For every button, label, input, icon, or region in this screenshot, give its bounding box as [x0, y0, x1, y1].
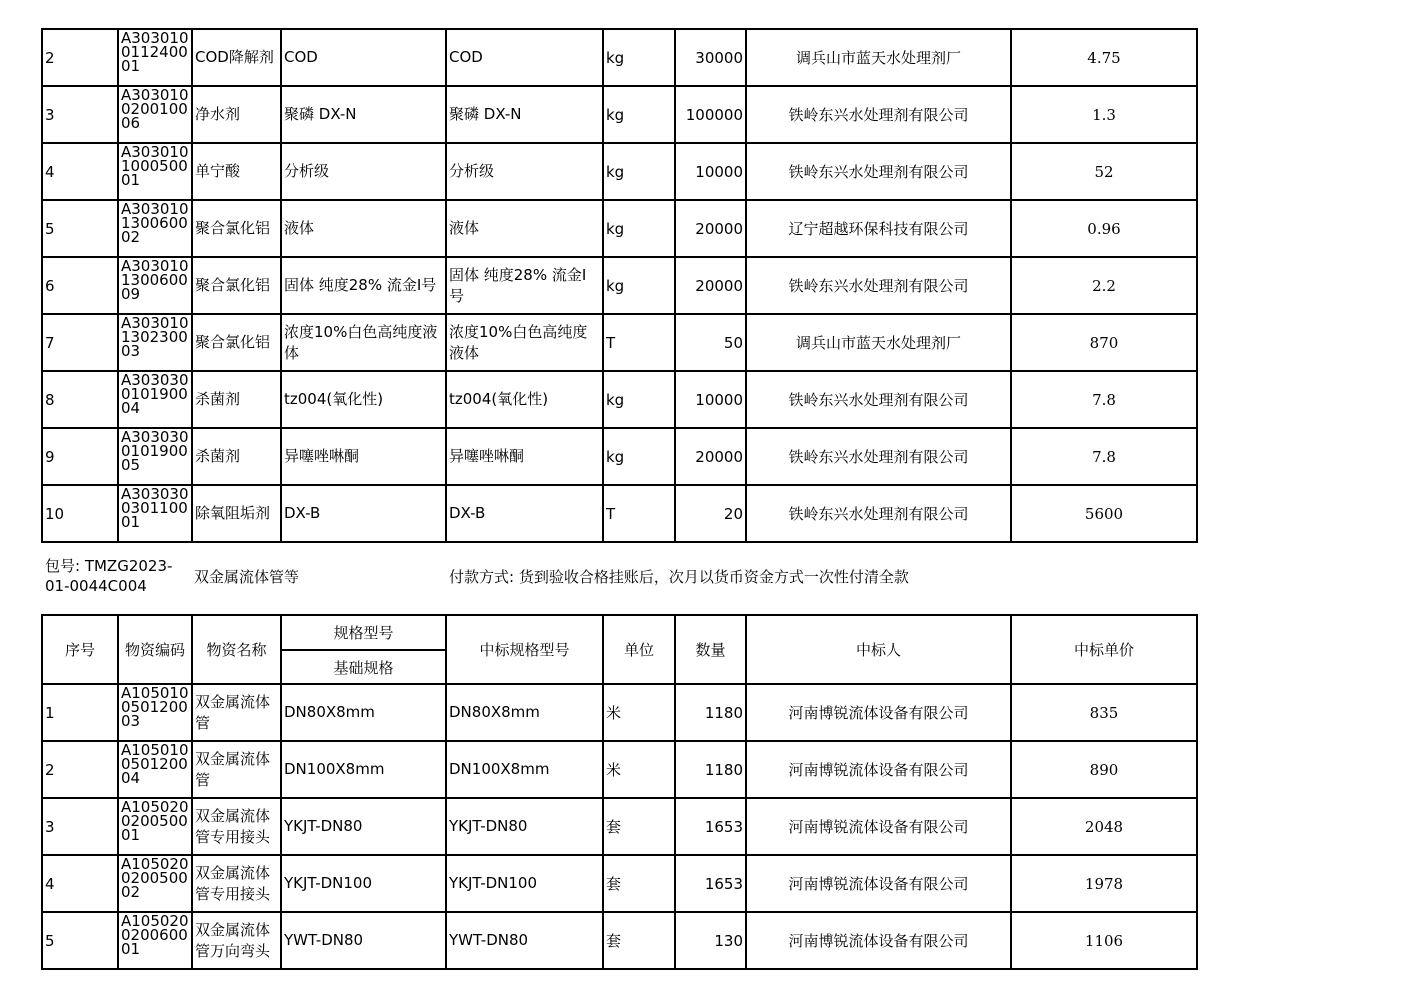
- winning-bidder-cell: [746, 371, 1011, 428]
- material-code-cell: [118, 912, 192, 969]
- material-code-cell: [118, 855, 192, 912]
- material-code: A3030101302300 03: [121, 316, 189, 360]
- material-code-cell: [118, 86, 192, 143]
- winning-bidder-cell: [746, 86, 1011, 143]
- material-name: 净水剂: [195, 105, 241, 123]
- bid-spec-cell: [446, 741, 603, 798]
- quantity-cell: [675, 798, 746, 855]
- row-number-cell: [42, 86, 118, 143]
- row-number: 5: [45, 219, 55, 238]
- spec: 分析级: [284, 162, 330, 180]
- unit-price-cell: [1011, 855, 1197, 912]
- bid-spec: DN80X8mm: [449, 703, 540, 721]
- material-code: A3030101000500 01: [121, 145, 189, 189]
- bid-spec-cell: [446, 428, 603, 485]
- bid-spec-cell: [446, 200, 603, 257]
- quantity-cell: [675, 428, 746, 485]
- quantity-cell: [675, 855, 746, 912]
- material-name-cell: [192, 912, 281, 969]
- header-no: 序号: [42, 615, 118, 684]
- unit-price-cell: [1011, 257, 1197, 314]
- quantity: 1653: [704, 817, 743, 836]
- material-code-cell: [118, 485, 192, 542]
- material-name: 双金属流体管专用接头: [195, 806, 271, 846]
- bid-spec-cell: [446, 485, 603, 542]
- winning-bidder: 辽宁超越环保科技有限公司: [788, 220, 969, 238]
- material-name-cell: [192, 684, 281, 741]
- material-code-cell: [118, 741, 192, 798]
- material-code: A1050100501200 03: [121, 686, 189, 730]
- spec-cell: [281, 257, 446, 314]
- spec: YKJT-DN80: [284, 817, 363, 835]
- winning-bidder-cell: [746, 314, 1011, 371]
- material-code: A3030300301100 01: [121, 487, 189, 531]
- material-code: A3030101300600 09: [121, 259, 189, 303]
- bid-spec-cell: [446, 29, 603, 86]
- material-name-cell: [192, 257, 281, 314]
- unit-price: 7.8: [1092, 390, 1116, 409]
- package-number: 包号: TMZG2023-01-0044C004: [45, 557, 173, 595]
- winning-bidder-cell: [746, 428, 1011, 485]
- row-number-cell: [42, 855, 118, 912]
- spec: COD: [284, 48, 318, 66]
- material-code: A1050200200600 01: [121, 914, 189, 958]
- unit-price-cell: [1011, 741, 1197, 798]
- winning-bidder-cell: [746, 29, 1011, 86]
- material-code: A1050100501200 04: [121, 743, 189, 787]
- bid-spec-cell: [446, 371, 603, 428]
- winning-bidder-cell: [746, 485, 1011, 542]
- unit-cell: [603, 86, 675, 143]
- material-code: A3030300101900 04: [121, 373, 189, 417]
- quantity: 1653: [704, 874, 743, 893]
- unit-price: 4.75: [1087, 48, 1121, 67]
- row-number-cell: [42, 257, 118, 314]
- quantity-cell: [675, 143, 746, 200]
- table-row: [42, 143, 1197, 200]
- unit-cell: [603, 29, 675, 86]
- spec: DN80X8mm: [284, 703, 375, 721]
- spec: YKJT-DN100: [284, 874, 373, 892]
- package-name: 双金属流体管等: [194, 568, 300, 586]
- unit-price: 890: [1089, 760, 1119, 779]
- unit-price: 1978: [1084, 874, 1124, 893]
- row-number-cell: [42, 371, 118, 428]
- quantity: 20000: [695, 447, 743, 466]
- bid-spec: 聚磷 DX-N: [449, 105, 522, 123]
- unit-price: 1.3: [1092, 105, 1116, 124]
- quantity: 10000: [695, 162, 743, 181]
- unit-price-cell: [1011, 684, 1197, 741]
- bid-spec-cell: [446, 798, 603, 855]
- unit: T: [606, 333, 616, 352]
- bid-spec: 分析级: [449, 162, 495, 180]
- material-name-cell: [192, 428, 281, 485]
- bid-spec: 液体: [449, 219, 480, 237]
- winning-bidder: 铁岭东兴水处理剂有限公司: [788, 505, 969, 523]
- row-number: 6: [45, 276, 55, 295]
- header-qty: 数量: [675, 615, 746, 684]
- quantity-cell: [675, 485, 746, 542]
- spec-cell: [281, 855, 446, 912]
- row-number-cell: [42, 428, 118, 485]
- material-name-cell: [192, 485, 281, 542]
- row-number: 2: [45, 760, 55, 779]
- bid-spec: 固体 纯度28% 流金Ⅰ号: [449, 265, 587, 305]
- spec-cell: [281, 314, 446, 371]
- header-unit: 单位: [603, 615, 675, 684]
- row-number-cell: [42, 143, 118, 200]
- unit-cell: [603, 485, 675, 542]
- winning-bidder: 铁岭东兴水处理剂有限公司: [788, 106, 969, 124]
- quantity: 30000: [695, 48, 743, 67]
- unit-price-cell: [1011, 200, 1197, 257]
- quantity: 1180: [704, 760, 743, 779]
- material-code-cell: [118, 371, 192, 428]
- winning-bidder: 河南博锐流体设备有限公司: [788, 818, 969, 836]
- unit-price-cell: [1011, 29, 1197, 86]
- spec: DX-B: [284, 504, 321, 522]
- unit-price: 870: [1089, 333, 1119, 352]
- table-row: [42, 485, 1197, 542]
- quantity-cell: [675, 684, 746, 741]
- material-name-cell: [192, 29, 281, 86]
- unit-price: 7.8: [1092, 447, 1116, 466]
- spec: tz004(氧化性): [284, 390, 384, 408]
- unit: kg: [606, 162, 625, 181]
- header-name: 物资名称: [192, 615, 281, 684]
- spec-cell: [281, 741, 446, 798]
- quantity-cell: [675, 86, 746, 143]
- winning-bidder: 河南博锐流体设备有限公司: [788, 761, 969, 779]
- material-code-cell: [118, 428, 192, 485]
- material-code-cell: [118, 684, 192, 741]
- header-code: 物资编码: [118, 615, 192, 684]
- spec-cell: [281, 684, 446, 741]
- material-name-cell: [192, 143, 281, 200]
- unit-cell: [603, 741, 675, 798]
- winning-bidder: 调兵山市蓝天水处理剂厂: [795, 334, 961, 352]
- winning-bidder: 铁岭东兴水处理剂有限公司: [788, 391, 969, 409]
- material-code: A3030101300600 02: [121, 202, 189, 246]
- quantity: 20: [723, 504, 743, 523]
- quantity-cell: [675, 200, 746, 257]
- row-number-cell: [42, 200, 118, 257]
- row-number: 3: [45, 105, 55, 124]
- table-row: [42, 371, 1197, 428]
- unit-cell: [603, 855, 675, 912]
- unit-cell: [603, 200, 675, 257]
- material-code-cell: [118, 200, 192, 257]
- bid-spec-cell: [446, 855, 603, 912]
- row-number: 3: [45, 817, 55, 836]
- table-row: [42, 855, 1197, 912]
- table-row: [42, 314, 1197, 371]
- winning-bidder-cell: [746, 741, 1011, 798]
- winning-bidder: 铁岭东兴水处理剂有限公司: [788, 277, 969, 295]
- material-name: 双金属流体管万向弯头: [195, 920, 271, 960]
- spec-cell: [281, 485, 446, 542]
- material-name: 杀菌剂: [195, 447, 241, 465]
- bid-spec: COD: [449, 48, 483, 66]
- material-code: A1050200200500 01: [121, 800, 189, 844]
- material-name-cell: [192, 855, 281, 912]
- winning-bidder: 河南博锐流体设备有限公司: [788, 875, 969, 893]
- unit-cell: [603, 257, 675, 314]
- row-number-cell: [42, 684, 118, 741]
- bid-spec: DN100X8mm: [449, 760, 550, 778]
- material-name: 聚合氯化铝: [195, 219, 271, 237]
- unit-cell: [603, 143, 675, 200]
- unit-cell: [603, 428, 675, 485]
- material-name: COD降解剂: [195, 48, 274, 66]
- row-number: 10: [45, 504, 65, 523]
- unit: 套: [606, 875, 622, 893]
- winning-bidder: 铁岭东兴水处理剂有限公司: [788, 448, 969, 466]
- unit: kg: [606, 48, 625, 67]
- unit: 套: [606, 932, 622, 950]
- material-name: 单宁酸: [195, 162, 241, 180]
- spec-cell: [281, 143, 446, 200]
- quantity-cell: [675, 257, 746, 314]
- winning-bidder: 河南博锐流体设备有限公司: [788, 932, 969, 950]
- items-table-chemicals: [41, 28, 1198, 543]
- bid-spec: tz004(氧化性): [449, 390, 549, 408]
- material-code: A3030100200100 06: [121, 88, 189, 132]
- winning-bidder-cell: [746, 200, 1011, 257]
- unit-cell: [603, 684, 675, 741]
- unit-price: 5600: [1084, 504, 1124, 523]
- material-name-cell: [192, 86, 281, 143]
- spec: 浓度10%白色高纯度液体: [284, 322, 438, 362]
- bid-spec-cell: [446, 257, 603, 314]
- bid-spec-cell: [446, 912, 603, 969]
- material-code: A3030300101900 05: [121, 430, 189, 474]
- header-base-spec: 基础规格: [281, 650, 446, 684]
- row-number-cell: [42, 485, 118, 542]
- winning-bidder: 河南博锐流体设备有限公司: [788, 704, 969, 722]
- header-price: 中标单价: [1011, 615, 1197, 684]
- material-name: 聚合氯化铝: [195, 333, 271, 351]
- row-number: 2: [45, 48, 55, 67]
- payment-terms: 付款方式: 货到验收合格挂账后，次月以货币资金方式一次性付清全款: [449, 568, 909, 586]
- quantity: 1180: [704, 703, 743, 722]
- quantity-cell: [675, 741, 746, 798]
- row-number-cell: [42, 314, 118, 371]
- spec-cell: [281, 200, 446, 257]
- table-row: [42, 912, 1197, 969]
- spec-cell: [281, 371, 446, 428]
- unit: kg: [606, 276, 625, 295]
- unit: kg: [606, 219, 625, 238]
- quantity: 50: [723, 333, 743, 352]
- spec: YWT-DN80: [284, 931, 364, 949]
- unit-price-cell: [1011, 912, 1197, 969]
- material-name-cell: [192, 371, 281, 428]
- material-code-cell: [118, 798, 192, 855]
- material-name: 双金属流体管: [195, 692, 271, 732]
- unit-price: 835: [1089, 703, 1119, 722]
- quantity-cell: [675, 371, 746, 428]
- row-number: 4: [45, 162, 55, 181]
- unit: 米: [606, 761, 622, 779]
- unit-cell: [603, 798, 675, 855]
- spec-cell: [281, 912, 446, 969]
- material-name-cell: [192, 798, 281, 855]
- bid-spec-cell: [446, 314, 603, 371]
- quantity: 20000: [695, 219, 743, 238]
- quantity-cell: [675, 29, 746, 86]
- table-row: [42, 257, 1197, 314]
- row-number-cell: [42, 798, 118, 855]
- material-name: 除氧阻垢剂: [195, 504, 271, 522]
- material-name: 双金属流体管: [195, 749, 271, 789]
- winning-bidder: 调兵山市蓝天水处理剂厂: [795, 49, 961, 67]
- package-info: [45, 556, 1205, 596]
- spec: DN100X8mm: [284, 760, 385, 778]
- bid-spec: 异噻唑啉酮: [449, 447, 525, 465]
- header-winner: 中标人: [746, 615, 1011, 684]
- winning-bidder-cell: [746, 798, 1011, 855]
- spec: 异噻唑啉酮: [284, 447, 360, 465]
- unit-price: 0.96: [1087, 219, 1121, 238]
- spec-cell: [281, 428, 446, 485]
- bid-spec: 浓度10%白色高纯度液体: [449, 322, 588, 362]
- unit: 套: [606, 818, 622, 836]
- table-row: [42, 741, 1197, 798]
- unit-price-cell: [1011, 143, 1197, 200]
- unit-price-cell: [1011, 428, 1197, 485]
- unit-cell: [603, 912, 675, 969]
- items-table-pipes: [41, 614, 1198, 970]
- winning-bidder-cell: [746, 912, 1011, 969]
- row-number-cell: [42, 912, 118, 969]
- winning-bidder-cell: [746, 684, 1011, 741]
- unit: 米: [606, 704, 622, 722]
- winning-bidder: 铁岭东兴水处理剂有限公司: [788, 163, 969, 181]
- table-row: [42, 684, 1197, 741]
- spec: 聚磷 DX-N: [284, 105, 357, 123]
- unit-price-cell: [1011, 314, 1197, 371]
- material-name: 聚合氯化铝: [195, 276, 271, 294]
- row-number: 5: [45, 931, 55, 950]
- unit: kg: [606, 105, 625, 124]
- unit-price: 52: [1094, 162, 1114, 181]
- row-number: 1: [45, 703, 55, 722]
- row-number-cell: [42, 741, 118, 798]
- unit-price-cell: [1011, 798, 1197, 855]
- spec: 液体: [284, 219, 315, 237]
- bid-spec-cell: [446, 684, 603, 741]
- unit-cell: [603, 371, 675, 428]
- material-name-cell: [192, 200, 281, 257]
- header-bid-spec: 中标规格型号: [446, 615, 603, 684]
- unit-cell: [603, 314, 675, 371]
- material-code-cell: [118, 29, 192, 86]
- material-name-cell: [192, 741, 281, 798]
- material-code: A3030100112400 01: [121, 31, 189, 75]
- unit-price: 1106: [1084, 931, 1124, 950]
- quantity-cell: [675, 314, 746, 371]
- winning-bidder-cell: [746, 143, 1011, 200]
- material-name: 杀菌剂: [195, 390, 241, 408]
- unit-price: 2.2: [1092, 276, 1116, 295]
- bid-spec: YKJT-DN80: [449, 817, 528, 835]
- winning-bidder-cell: [746, 855, 1011, 912]
- table-row: [42, 29, 1197, 86]
- bid-spec: YWT-DN80: [449, 931, 529, 949]
- unit: kg: [606, 390, 625, 409]
- table-row: [42, 798, 1197, 855]
- row-number: 8: [45, 390, 55, 409]
- material-code-cell: [118, 257, 192, 314]
- spec: 固体 纯度28% 流金Ⅰ号: [284, 276, 437, 294]
- row-number: 9: [45, 447, 55, 466]
- quantity: 10000: [695, 390, 743, 409]
- material-name: 双金属流体管专用接头: [195, 863, 271, 903]
- bid-spec: YKJT-DN100: [449, 874, 538, 892]
- quantity: 20000: [695, 276, 743, 295]
- winning-bidder-cell: [746, 257, 1011, 314]
- quantity: 130: [714, 931, 743, 950]
- spec-cell: [281, 29, 446, 86]
- unit: T: [606, 504, 616, 523]
- table-row: [42, 200, 1197, 257]
- quantity: 100000: [685, 105, 743, 124]
- row-number: 4: [45, 874, 55, 893]
- quantity-cell: [675, 912, 746, 969]
- bid-spec: DX-B: [449, 504, 486, 522]
- bid-spec-cell: [446, 86, 603, 143]
- header-spec: 规格型号: [281, 615, 446, 650]
- unit-price-cell: [1011, 485, 1197, 542]
- unit: kg: [606, 447, 625, 466]
- bid-spec-cell: [446, 143, 603, 200]
- unit-price-cell: [1011, 86, 1197, 143]
- spec-cell: [281, 798, 446, 855]
- unit-price-cell: [1011, 371, 1197, 428]
- table-row: [42, 86, 1197, 143]
- material-name-cell: [192, 314, 281, 371]
- table-row: [42, 428, 1197, 485]
- spec-cell: [281, 86, 446, 143]
- row-number: 7: [45, 333, 55, 352]
- material-code-cell: [118, 314, 192, 371]
- material-code: A1050200200500 02: [121, 857, 189, 901]
- material-code-cell: [118, 143, 192, 200]
- unit-price: 2048: [1084, 817, 1124, 836]
- row-number-cell: [42, 29, 118, 86]
